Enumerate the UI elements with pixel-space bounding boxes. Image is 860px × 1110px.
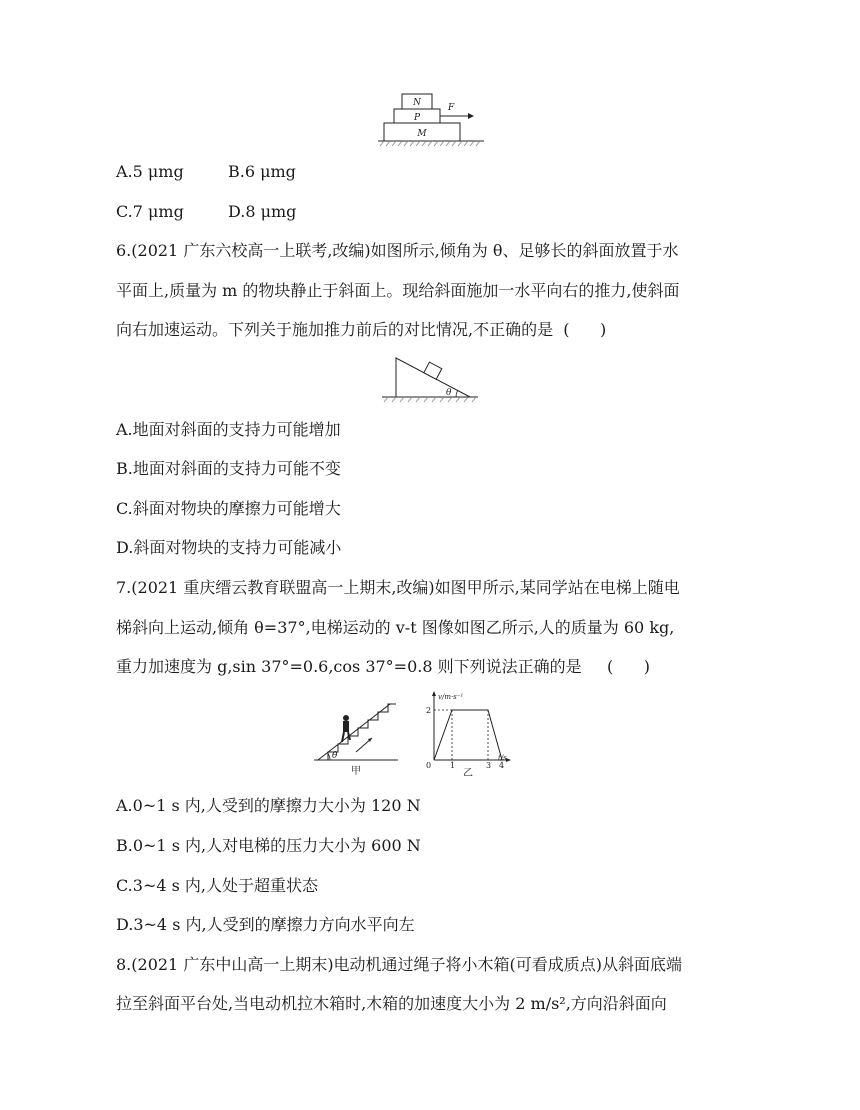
q5-option-d: D.8 μmg [228,202,297,221]
blocks-figure [376,90,486,152]
q6-stem-line-3: 向右加速运动。下列关于施加推力前后的对比情况,不正确的是 ( ) [116,320,607,339]
q7-option-a: A.0~1 s 内,人受到的摩擦力大小为 120 N [116,796,421,815]
vt-xtick-0: 0 [426,761,432,770]
escalator-angle-label: θ [332,751,338,761]
q6-option-b: B.地面对斜面的支持力可能不变 [116,459,341,478]
incline-figure [380,352,480,406]
vt-xtick-1: 1 [450,761,456,770]
q5-option-b: B.6 μmg [228,162,296,181]
block-n-label: N [413,98,421,108]
q8-stem-line-2: 拉至斜面平台处,当电动机拉木箱时,木箱的加速度大小为 2 m/s²,方向沿斜面向 [116,994,667,1013]
fig-jia-caption: 甲 [351,766,361,776]
q6-option-c: C.斜面对物块的摩擦力可能增大 [116,499,341,518]
q6-option-a: A.地面对斜面的支持力可能增加 [116,420,341,439]
q5-option-c: C.7 μmg [116,202,184,221]
block-p-label: P [413,113,421,123]
block-m-label: M [417,129,427,139]
vt-xtick-4: 4 [499,761,505,770]
q7-option-d: D.3~4 s 内,人受到的摩擦力方向水平向左 [116,915,415,934]
q6-option-d: D.斜面对物块的支持力可能减小 [116,538,342,557]
q6-stem-line-1: 6.(2021 广东六校高一上联考,改编)如图所示,倾角为 θ、足够长的斜面放置于水 [116,241,679,260]
q5-option-a: A.5 μmg [116,162,184,181]
incline-angle-label: θ [446,388,452,398]
force-f-label: F [448,103,455,113]
vt-xtick-3: 3 [486,761,492,770]
vt-graph-figure [420,690,512,776]
q7-option-c: C.3~4 s 内,人处于超重状态 [116,876,318,895]
vt-xlabel: t/s [498,754,507,762]
escalator-figure [312,700,400,776]
q6-stem-line-2: 平面上,质量为 m 的物块静止于斜面上。现给斜面施加一水平向右的推力,使斜面 [116,281,680,300]
fig-yi-caption: 乙 [463,768,473,776]
vt-ylabel: v/m·s⁻¹ [438,693,464,701]
vt-series [434,710,502,760]
q7-stem-line-3: 重力加速度为 g,sin 37°=0.6,cos 37°=0.8 则下列说法正确的是 ( ) [116,657,651,676]
q8-stem-line-1: 8.(2021 广东中山高一上期末)电动机通过绳子将小木箱(可看成质点)从斜面底端 [116,955,683,974]
q7-option-b: B.0~1 s 内,人对电梯的压力大小为 600 N [116,836,421,855]
vt-ytick-2: 2 [426,706,432,715]
q7-stem-line-1: 7.(2021 重庆缙云教育联盟高一上期末,改编)如图甲所示,某同学站在电梯上随电 [116,578,680,597]
q7-stem-line-2: 梯斜向上运动,倾角 θ=37°,电梯运动的 v-t 图像如图乙所示,人的质量为 60 kg, [116,618,675,637]
